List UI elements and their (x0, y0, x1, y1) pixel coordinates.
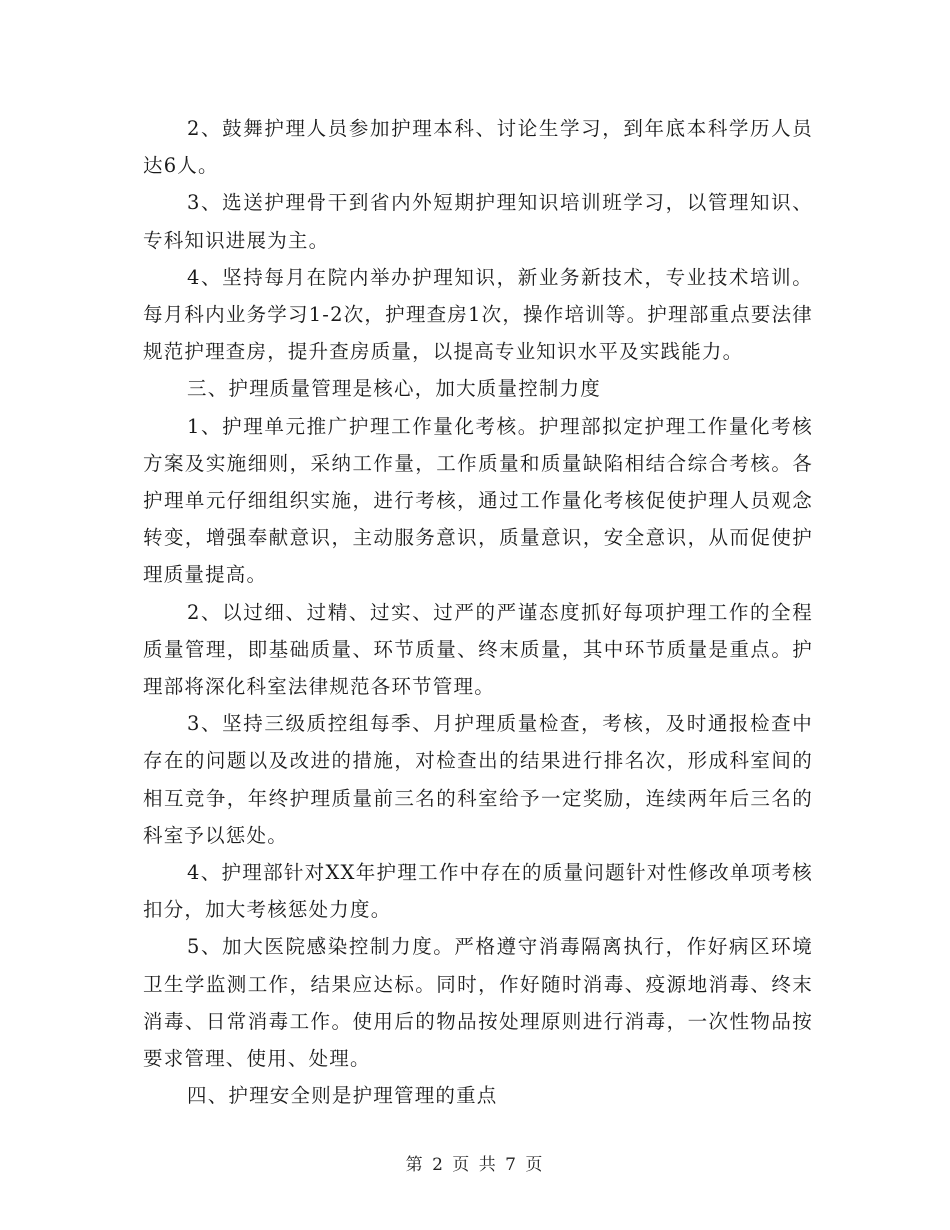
document-body (143, 110, 813, 1114)
page-number-footer: 第 2 页 共 7 页 (405, 1155, 545, 1175)
quality-item-4: 4、护理部针对XX年护理工作中存在的质量问题针对性修改单项考核扣分，加大考核惩处力度。 (143, 861, 813, 922)
section-heading-3: 三、护理质量管理是核心，加大质量控制力度 (187, 377, 602, 401)
paragraph-item-3: 3、选送护理骨干到省内外短期护理知识培训班学习，以管理知识、专科知识进展为主。 (143, 191, 813, 252)
paragraph-item-2: 2、鼓舞护理人员参加护理本科、讨论生学习，到年底本科学历人员达6人。 (143, 117, 813, 178)
quality-item-2: 2、以过细、过精、过实、过严的严谨态度抓好每项护理工作的全程质量管理，即基础质量、环节质量、终末质量，其中环节质量是重点。护理部将深化科室法律规范各环节管理。 (143, 600, 813, 699)
quality-item-1: 1、护理单元推广护理工作量化考核。护理部拟定护理工作量化考核方案及实施细则，采纳工作量，工作质量和质量缺陷相结合综合考核。各护理单元仔细组织实施，进行考核，通过工作量化考核促使护理人员观念转变，增强奉献意识，主动服务意识，质量意识，安全意识，从而促使护理质量提高。 (143, 414, 813, 587)
paragraph-item-4: 4、坚持每月在院内举办护理知识，新业务新技术，专业技术培训。每月科内业务学习1-2次，护理查房1次，操作培训等。护理部重点要法律规范护理查房，提升查房质量，以提高专业知识水平及实践能力。 (143, 265, 813, 364)
quality-item-3: 3、坚持三级质控组每季、月护理质量检查，考核，及时通报检查中存在的问题以及改进的措施，对检查出的结果进行排名次，形成科室间的相互竞争，年终护理质量前三名的科室给予一定奖励，连续两年后三名的科室予以惩处。 (143, 712, 813, 847)
quality-item-5: 5、加大医院感染控制力度。严格遵守消毒隔离执行，作好病区环境卫生学监测工作，结果应达标。同时，作好随时消毒、疫源地消毒、终末消毒、日常消毒工作。使用后的物品按处理原则进行消毒，一次性物品按要求管理、使用、处理。 (143, 935, 813, 1071)
section-heading-4: 四、护理安全则是护理管理的重点 (187, 1084, 498, 1108)
